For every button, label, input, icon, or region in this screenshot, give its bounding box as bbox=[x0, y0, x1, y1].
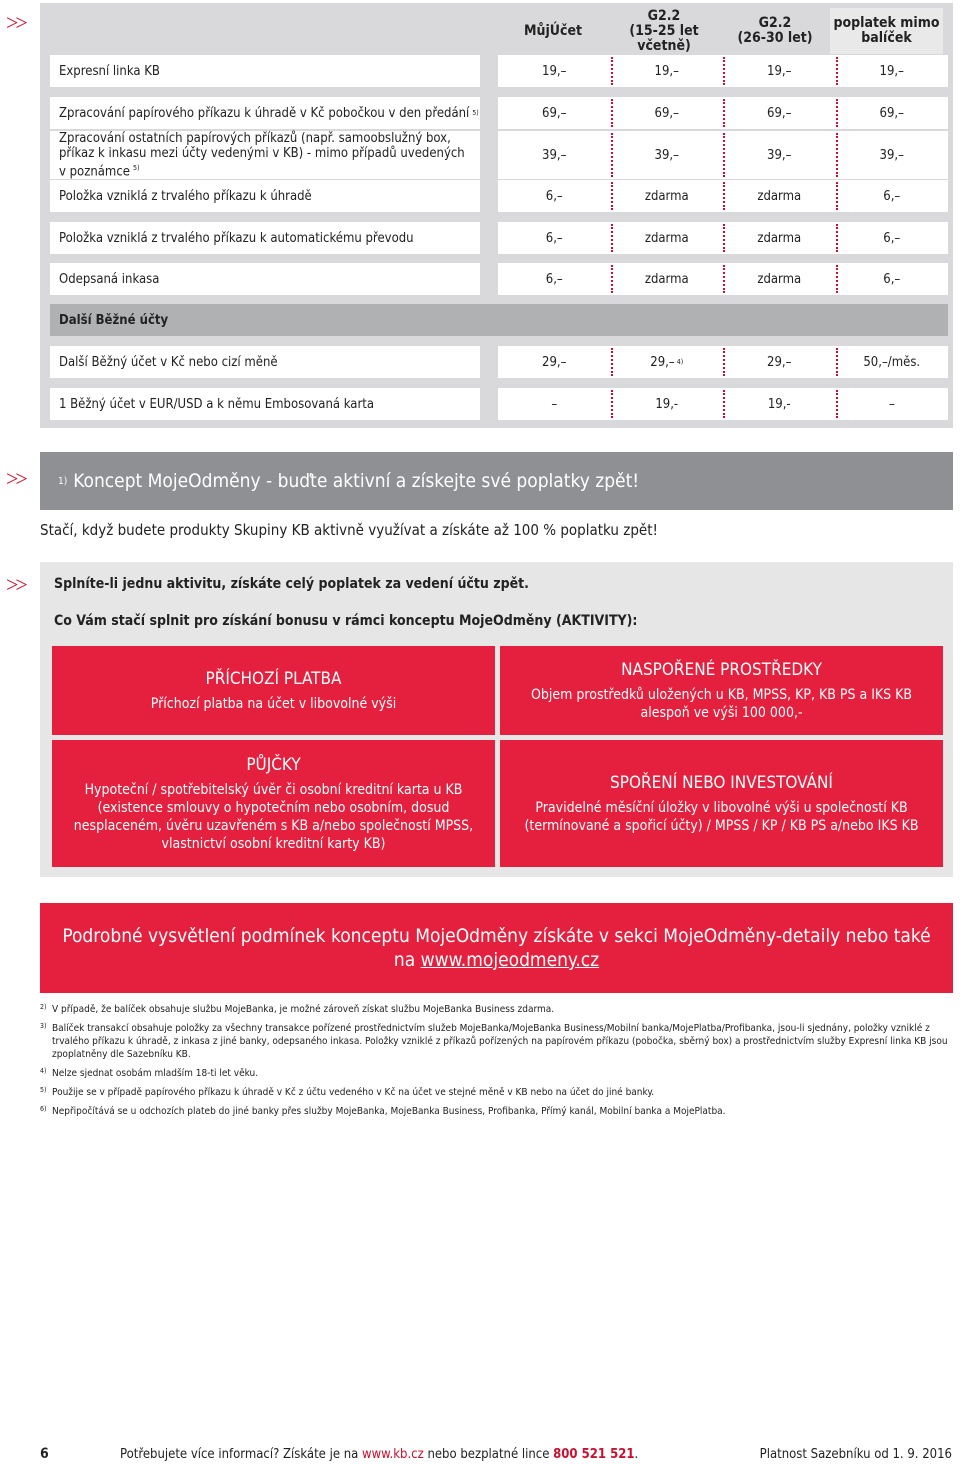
header-mujucet: MůjÚčet bbox=[523, 22, 583, 39]
activity-box-investing: SPOŘENÍ NEBO INVESTOVÁNÍ Pravidelné měsíční úložky v libovolné výši u společností KB (termínované a spořicí účty) / MPSS / KP / KB PS a/nebo IKS KB bbox=[500, 740, 943, 867]
activity-box-incoming-payment: PŘÍCHOZÍ PLATBA Příchozí platba na účet v libovolné výši bbox=[52, 646, 495, 735]
row-label: Další Běžný účet v Kč nebo cizí měně bbox=[50, 346, 480, 378]
table-row: Zpracování papírového příkazu k úhradě v Kč pobočkou v den předání 5) 69,– 69,– 69,– 69,– bbox=[50, 97, 948, 129]
fee-table bbox=[40, 3, 953, 428]
header-fee-outside: poplatek mimo balíček bbox=[830, 8, 943, 54]
row-label: Expresní linka KB bbox=[50, 55, 480, 87]
table-row: 1 Běžný účet v EUR/USD a k němu Embosovaná karta – 19,- 19,- – bbox=[50, 388, 948, 420]
activity-box-savings: NASPOŘENÉ PROSTŘEDKY Objem prostředků uložených u KB, MPSS, KP, KB PS a IKS KB alespoň ve výši 100 000,- bbox=[500, 646, 943, 735]
header-g22: G2.2 (26-30 let) bbox=[737, 15, 813, 46]
row-label: Zpracování papírového příkazu k úhradě v Kč pobočkou v den předání 5) bbox=[50, 97, 480, 129]
activities-subtitle: Co Vám stačí splnit pro získání bonusu v rámci konceptu MojeOdměny (AKTIVITY): bbox=[54, 613, 638, 629]
footer-contact: Potřebujete více informací? Získáte je na www.kb.cz nebo bezplatné lince 800 521 521. bbox=[120, 1447, 639, 1462]
footnote: 4) Nelze sjednat osobám mladším 18-ti let věku. bbox=[40, 1067, 259, 1079]
row-label: Položka vzniklá z trvalého příkazu k úhradě bbox=[50, 180, 480, 212]
footnote: 5) Použije se v případě papírového příkazu k úhradě v Kč z účtu vedeného v Kč na účet ve stejné měně v KB nebo na účet do jiné banky. bbox=[40, 1086, 655, 1098]
validity-text: Platnost Sazebníku od 1. 9. 2016 bbox=[759, 1447, 952, 1462]
row-label: Položka vzniklá z trvalého příkazu k automatickému převodu bbox=[50, 222, 480, 254]
arrow-icon: >> bbox=[6, 466, 25, 491]
phone-number[interactable]: 800 521 521 bbox=[553, 1447, 635, 1462]
activity-box-loans: PŮJČKY Hypoteční / spotřebitelský úvěr či osobní kreditní karta u KB (existence smlouvy o hypotečním nebo osobním, dosud nesplaceném, úvěru uzavřeném s KB a/nebo společností MPSS, vlastnictví osobní kreditní karty KB) bbox=[52, 740, 495, 867]
mojeodmeny-link[interactable]: www.mojeodmeny.cz bbox=[420, 949, 600, 971]
activities-panel bbox=[40, 562, 953, 877]
footnotes bbox=[40, 1003, 955, 1124]
table-row: Položka vzniklá z trvalého příkazu k automatickému převodu 6,– zdarma zdarma 6,– bbox=[50, 222, 948, 254]
footnote: 3) Balíček transakcí obsahuje položky za všechny transakce pořízené prostřednictvím služeb MojeBanka/MojeBanka Business/Mobilní banka/MojePlatba/Profibanka, jsou-li sjednány, položky vzniklé z trvalého příkazu k úhradě, z inkasa z jiné banky, odepsaného inkasa. Položky vzniklé z příkazů pořízených na papírovém příkazu (pobočka, sběrný box) a prostřednictvím služby Expresní linka KB jsou zpoplatněny dle Sazebníku KB. bbox=[40, 1022, 948, 1060]
arrow-icon: >> bbox=[6, 572, 25, 597]
kb-link[interactable]: www.kb.cz bbox=[362, 1447, 424, 1462]
row-label: 1 Běžný účet v EUR/USD a k němu Embosovaná karta bbox=[50, 388, 480, 420]
table-row: Položka vzniklá z trvalého příkazu k úhradě 6,– zdarma zdarma 6,– bbox=[50, 180, 948, 212]
intro-text: Stačí, když budete produkty Skupiny KB aktivně využívat a získáte až 100 % poplatku zpět! bbox=[40, 521, 658, 539]
table-row: Další Běžný účet v Kč nebo cizí měně 29,– 29,– 4) 29,– 50,–/měs. bbox=[50, 346, 948, 378]
row-label: Zpracování ostatních papírových příkazů (např. samoobslužný box, příkaz k inkasu mezi účty vedenými v KB) - mimo případů uvedených v poznámce $^{5)}$ bbox=[50, 131, 480, 179]
cta-banner: Podrobné vysvětlení podmínek konceptu MojeOdměny získáte v sekci MojeOdměny-detaily nebo také na www.mojeodmeny.cz bbox=[40, 903, 953, 993]
arrow-icon: >> bbox=[6, 10, 25, 35]
section-header: Další Běžné účty bbox=[50, 304, 948, 336]
table-row: Expresní linka KB 19,– 19,– 19,– 19,– bbox=[50, 55, 948, 87]
footnote: 2) V případě, že balíček obsahuje službu MojeBanka, je možné zároveň získat službu MojeBanka Business zdarma. bbox=[40, 1003, 555, 1015]
koncept-banner: 1) Koncept MojeOdměny - buďte aktivní a získejte své poplatky zpět! bbox=[40, 452, 953, 510]
table-row: Odepsaná inkasa 6,– zdarma zdarma 6,– bbox=[50, 263, 948, 295]
page-number: 6 bbox=[40, 1446, 49, 1462]
table-row: Zpracování ostatních papírových příkazů (např. samoobslužný box, příkaz k inkasu mezi účty vedenými v KB) - mimo případů uvedených v poznámce $^{5)}$ 39,– 39,– 39,– 39,– bbox=[50, 131, 948, 179]
row-label: Odepsaná inkasa bbox=[50, 263, 480, 295]
activities-title: Splníte-li jednu aktivitu, získáte celý poplatek za vedení účtu zpět. bbox=[54, 576, 529, 592]
footnote: 6) Nepřipočítává se u odchozích plateb do jiné banky přes služby MojeBanka, MojeBanka Business, Profibanka, Přímý kanál, Mobilní banka a MojePlatba. bbox=[40, 1105, 726, 1117]
header-g22-young: G2.2 (15-25 let včetně) bbox=[629, 7, 699, 54]
